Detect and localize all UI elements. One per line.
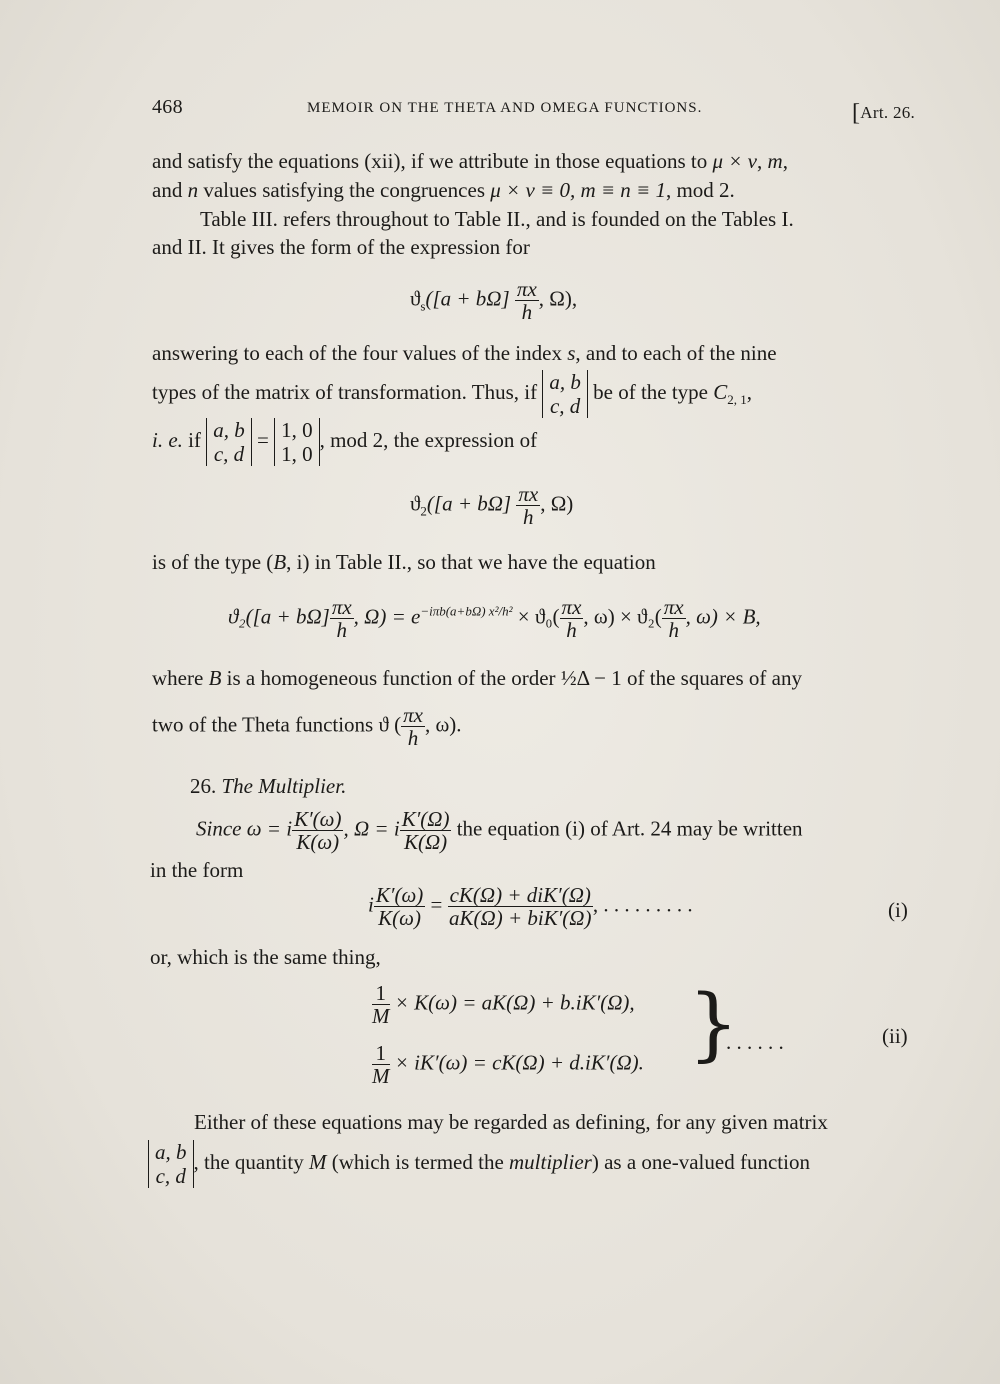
numerator: cK(Ω) + diK′(Ω) bbox=[449, 883, 591, 907]
text: i. e. bbox=[152, 427, 183, 452]
text: values satisfying the congruences bbox=[198, 178, 491, 202]
matrix-row: a, b bbox=[213, 418, 245, 442]
right-brace: } bbox=[688, 977, 739, 1070]
para5-line2 bbox=[152, 704, 462, 749]
denominator: h bbox=[523, 505, 534, 529]
para8-line1: Either of these equations may be regarded as defining, for any given matrix bbox=[194, 1110, 828, 1134]
section-number: 26. bbox=[190, 774, 217, 798]
matrix-row: 1, 0 bbox=[281, 442, 313, 466]
equals: = bbox=[430, 892, 443, 917]
equation-transformation bbox=[228, 596, 761, 641]
equation-label-ii: (ii) bbox=[882, 1024, 908, 1048]
denominator: h bbox=[407, 726, 419, 750]
emphasis: multiplier bbox=[509, 1149, 592, 1174]
para3-line3 bbox=[152, 418, 537, 466]
math-inline: s bbox=[567, 341, 576, 365]
fraction bbox=[372, 982, 390, 1027]
text: Δ − 1 of the squares of any bbox=[576, 666, 802, 690]
numerator: K′(ω) bbox=[375, 883, 424, 907]
math-text: ([a + bΩ] bbox=[425, 286, 515, 311]
equation-i bbox=[368, 884, 693, 929]
denominator: h bbox=[566, 618, 577, 642]
text: ) as a one-valued function bbox=[591, 1149, 810, 1174]
denominator: K(Ω) bbox=[403, 830, 448, 854]
math-inline: M bbox=[308, 1149, 327, 1174]
fraction bbox=[662, 596, 686, 641]
running-title: MEMOIR ON THE THETA AND OMEGA FUNCTIONS. bbox=[307, 100, 703, 116]
article-label: Art. 26. bbox=[860, 103, 916, 122]
text: and bbox=[152, 178, 188, 202]
para7: or, which is the same thing, bbox=[150, 945, 381, 969]
math-inline: m bbox=[767, 149, 783, 173]
equation-theta-2 bbox=[410, 483, 573, 528]
text: , the quantity bbox=[193, 1149, 309, 1174]
fraction bbox=[448, 884, 593, 929]
math-text: ϑ₂([a + bΩ] bbox=[228, 604, 330, 629]
section-title: The Multiplier. bbox=[221, 774, 347, 798]
denominator: M bbox=[372, 1064, 390, 1088]
fraction bbox=[330, 596, 354, 641]
matrix-row: a, b bbox=[155, 1140, 187, 1164]
math-text: ([a + bΩ] bbox=[426, 491, 517, 516]
subscript: 2, 1 bbox=[727, 392, 747, 407]
numerator: 1 bbox=[372, 1042, 390, 1065]
text: , bbox=[746, 379, 753, 404]
matrix-row: c, d bbox=[213, 442, 245, 466]
numerator: πx bbox=[518, 482, 539, 506]
text: if bbox=[182, 427, 201, 452]
math-text: , ω) × B, bbox=[685, 604, 761, 629]
math-inline: B bbox=[273, 550, 287, 574]
para2-line2: and II. It gives the form of the expression for bbox=[152, 235, 530, 259]
denominator: h bbox=[668, 618, 679, 642]
text: is a homogeneous function of the order bbox=[221, 666, 561, 690]
text: , ω). bbox=[424, 712, 462, 737]
para3-line1 bbox=[152, 339, 777, 367]
text: is of the type ( bbox=[152, 550, 274, 574]
fraction bbox=[401, 704, 425, 749]
para1-line1 bbox=[152, 147, 788, 175]
math-text: × ϑ₀( bbox=[512, 604, 560, 629]
math-inline: C bbox=[713, 379, 728, 404]
section-heading bbox=[190, 772, 346, 800]
math-inline: n bbox=[187, 178, 199, 202]
text: the equation (i) of Art. 24 may be written bbox=[451, 816, 803, 841]
math-text: , Ω) = e bbox=[353, 604, 421, 629]
fraction bbox=[560, 596, 584, 641]
denominator: K(ω) bbox=[378, 906, 421, 930]
numerator: πx bbox=[331, 595, 352, 619]
para5-line1 bbox=[152, 664, 802, 692]
math-text: i bbox=[368, 892, 374, 917]
math-text: , ω) × ϑ₂( bbox=[583, 604, 662, 629]
matrix bbox=[542, 370, 588, 418]
math-inline: μ × ν ≡ 0, m ≡ n ≡ 1 bbox=[490, 178, 666, 202]
matrix bbox=[206, 418, 252, 466]
matrix-row: c, d bbox=[549, 394, 581, 418]
denominator: aK(Ω) + biK′(Ω) bbox=[449, 906, 592, 930]
para6-line2: in the form bbox=[150, 858, 244, 882]
para3-line2 bbox=[152, 370, 752, 418]
text: be of the type bbox=[593, 379, 714, 404]
numerator: K′(Ω) bbox=[401, 807, 450, 831]
page-number: 468 bbox=[152, 96, 183, 118]
text: types of the matrix of transformation. Thus, if bbox=[152, 379, 538, 404]
subscript: s bbox=[420, 298, 426, 314]
fraction bbox=[516, 483, 540, 528]
leader-dots: , . . . . . . . . . bbox=[592, 892, 693, 917]
theta-symbol: ϑ bbox=[410, 286, 421, 311]
text: answering to each of the four values of the index bbox=[152, 341, 568, 365]
denominator: M bbox=[372, 1004, 390, 1028]
math-inline: B bbox=[208, 666, 222, 690]
equation-ii-row1 bbox=[372, 982, 635, 1027]
denominator: K(ω) bbox=[296, 830, 340, 854]
text: and satisfy the equations (xii), if we attribute in those equations to bbox=[152, 149, 713, 173]
equation-theta-s bbox=[410, 278, 577, 323]
math-text: , Ω), bbox=[538, 286, 578, 311]
text: two of the Theta functions ϑ ( bbox=[152, 712, 402, 737]
text: (which is termed the bbox=[326, 1149, 510, 1174]
numerator: πx bbox=[561, 595, 582, 619]
para8-line2 bbox=[148, 1140, 810, 1188]
para2-line1: Table III. refers throughout to Table II., and is founded on the Tables I. bbox=[200, 207, 794, 231]
text: , bbox=[782, 149, 788, 173]
text: , and to each of the nine bbox=[575, 341, 777, 365]
exponent: −iπb(a+bΩ) x²/h² bbox=[420, 603, 513, 619]
fraction bbox=[372, 1042, 390, 1087]
numerator: πx bbox=[516, 277, 537, 301]
matrix bbox=[148, 1140, 194, 1188]
para1-line2 bbox=[152, 176, 735, 204]
math-text: × iK′(ω) = cK(Ω) + d.iK′(Ω). bbox=[394, 1050, 644, 1075]
denominator: h bbox=[336, 618, 347, 642]
denominator: h bbox=[521, 300, 533, 324]
equals: = bbox=[256, 427, 269, 452]
text: where bbox=[152, 666, 209, 690]
matrix-row: a, b bbox=[549, 370, 581, 394]
theta-symbol: ϑ bbox=[410, 491, 421, 516]
para4 bbox=[152, 548, 656, 576]
equation-ii-row2 bbox=[372, 1042, 644, 1087]
fraction-half: ½ bbox=[560, 666, 577, 690]
fraction bbox=[515, 278, 539, 323]
math-text: × K(ω) = aK(Ω) + b.iK′(Ω), bbox=[394, 990, 635, 1015]
matrix bbox=[274, 418, 320, 466]
numerator: K′(ω) bbox=[294, 807, 342, 831]
math-text: Since ω = i bbox=[196, 816, 293, 841]
numerator: πx bbox=[663, 595, 684, 619]
text: , i) in Table II., so that we have the equation bbox=[286, 550, 656, 574]
math-text: , Ω = i bbox=[343, 816, 400, 841]
equation-label-i: (i) bbox=[888, 898, 908, 922]
text: , bbox=[757, 149, 768, 173]
fraction bbox=[374, 884, 425, 929]
text: , mod 2, the expression of bbox=[319, 427, 538, 452]
matrix-row: c, d bbox=[155, 1164, 186, 1188]
text: , mod 2. bbox=[665, 178, 735, 202]
numerator: 1 bbox=[372, 982, 390, 1005]
fraction bbox=[292, 808, 343, 853]
leader-dots: . . . . . . bbox=[726, 1030, 784, 1054]
subscript: 2 bbox=[420, 503, 427, 519]
numerator: πx bbox=[403, 703, 423, 727]
article-reference: [Art. 26. bbox=[852, 100, 916, 126]
para6-line1 bbox=[196, 808, 803, 853]
fraction bbox=[400, 808, 452, 853]
math-text: , Ω) bbox=[540, 491, 574, 516]
matrix-row: 1, 0 bbox=[281, 418, 313, 442]
math-inline: μ × ν bbox=[712, 149, 758, 173]
